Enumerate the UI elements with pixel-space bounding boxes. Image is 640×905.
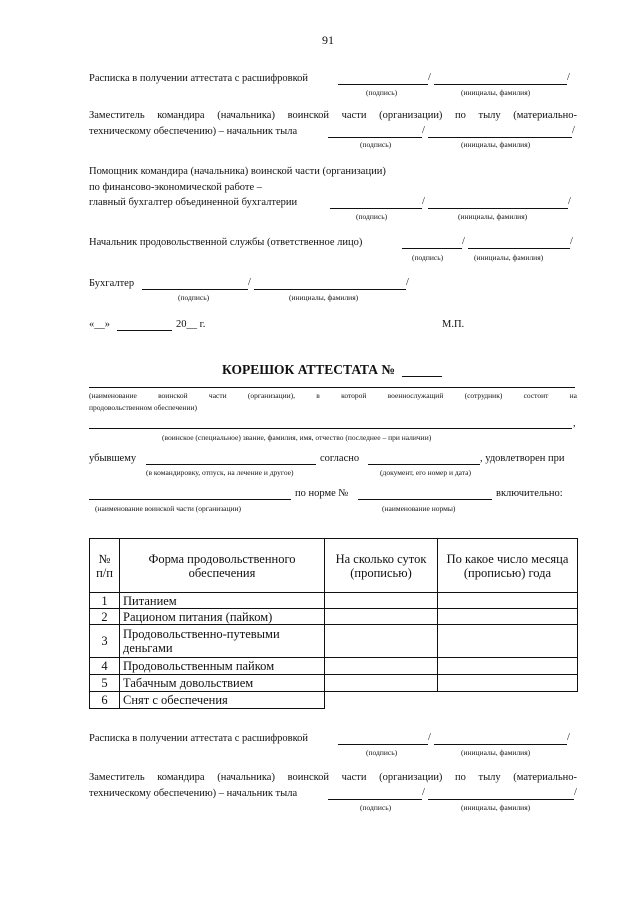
- name-field[interactable]: [428, 799, 574, 800]
- days-cell[interactable]: [325, 675, 438, 692]
- signature-field[interactable]: [142, 289, 248, 290]
- name-field[interactable]: [428, 208, 568, 209]
- stub-number-field[interactable]: [402, 376, 442, 377]
- row-number: 6: [90, 692, 120, 709]
- slash: /: [567, 732, 570, 743]
- slash: /: [567, 72, 570, 83]
- row-number: 2: [90, 609, 120, 625]
- slash: /: [428, 732, 431, 743]
- signature-caption: (подпись): [412, 253, 444, 262]
- assistant-line2: по финансово-экономической работе –: [89, 182, 263, 193]
- stub-title: КОРЕШОК АТТЕСТАТА №: [222, 362, 395, 377]
- date-month-field[interactable]: [117, 330, 172, 331]
- document-field[interactable]: [368, 464, 480, 465]
- by-norm-text: по норме №: [295, 488, 349, 499]
- name-caption: (инициалы, фамилия): [461, 140, 531, 149]
- header-number: № п/п: [90, 539, 120, 593]
- norm-unit-field[interactable]: [89, 499, 291, 500]
- slash: /: [574, 787, 577, 798]
- signature-caption: (подпись): [366, 88, 398, 97]
- signature-caption: (подпись): [356, 212, 388, 221]
- row-form: Продовольственным пайком: [120, 658, 325, 675]
- slash: /: [248, 277, 251, 288]
- signature-field[interactable]: [338, 84, 428, 85]
- receipt-text: Расписка в получении аттестата с расшифровкой: [89, 733, 309, 744]
- row-form: Питанием: [120, 593, 325, 609]
- slash: /: [422, 196, 425, 207]
- name-field[interactable]: [434, 744, 567, 745]
- according-word: согласно: [320, 453, 360, 464]
- slash: /: [428, 72, 431, 83]
- deputy-text-line1: Заместитель командира (начальника) воинской части (организации) по тылу (материально-: [89, 110, 577, 121]
- norm-name-field[interactable]: [358, 499, 492, 500]
- days-cell[interactable]: [325, 658, 438, 675]
- norm-unit-caption: (наименование воинской части (организации): [95, 504, 242, 513]
- days-cell[interactable]: [325, 625, 438, 658]
- page-number: 91: [322, 33, 334, 47]
- row-number: 1: [90, 593, 120, 609]
- food-chief-text: Начальник продовольственной службы (ответственное лицо): [89, 237, 363, 248]
- name-caption: (инициалы, фамилия): [461, 748, 531, 757]
- unit-caption-line1: (наименование воинской части (организации), в которой военнослужащий (сотрудник) состоит на: [89, 391, 577, 400]
- signature-caption: (подпись): [178, 293, 210, 302]
- slash: /: [406, 277, 409, 288]
- slash: /: [570, 236, 573, 247]
- deputy-text-line2: техническому обеспечению) – начальник тыла: [89, 788, 298, 799]
- assistant-line1: Помощник командира (начальника) воинской части (организации): [89, 166, 386, 177]
- days-cell[interactable]: [325, 593, 438, 609]
- date-cell[interactable]: [438, 658, 578, 675]
- name-field[interactable]: [468, 248, 570, 249]
- assistant-line3: главный бухгалтер объединенной бухгалтерии: [89, 197, 298, 208]
- table-row: [90, 625, 578, 658]
- signature-field[interactable]: [328, 137, 422, 138]
- slash: /: [568, 196, 571, 207]
- table-row: [90, 609, 578, 625]
- row-number: 5: [90, 675, 120, 692]
- name-caption: (инициалы, фамилия): [458, 212, 528, 221]
- person-field[interactable]: [89, 428, 572, 429]
- table-row: [90, 692, 578, 709]
- date-cell[interactable]: [438, 593, 578, 609]
- table-header-row: [90, 539, 578, 593]
- header-until-date: По какое число месяца (прописью) года: [438, 539, 578, 593]
- signature-caption: (подпись): [360, 140, 392, 149]
- stamp-place: М.П.: [442, 319, 465, 330]
- header-days: На сколько суток (прописью): [325, 539, 438, 593]
- row-number: 4: [90, 658, 120, 675]
- departed-word: убывшему: [89, 453, 137, 464]
- slash: /: [572, 125, 575, 136]
- date-cell[interactable]: [438, 675, 578, 692]
- trip-caption: (в командировку, отпуск, на лечение и другое): [146, 468, 294, 477]
- name-field[interactable]: [428, 137, 572, 138]
- signature-field[interactable]: [338, 744, 428, 745]
- provision-table: [89, 538, 578, 709]
- name-caption: (инициалы, фамилия): [461, 803, 531, 812]
- inclusive-text: включительно:: [496, 488, 563, 499]
- norm-name-caption: (наименование нормы): [382, 504, 456, 513]
- deputy-text-line1: Заместитель командира (начальника) воинской части (организации) по тылу (материально-: [89, 772, 577, 783]
- date-day: «__»: [89, 319, 110, 330]
- slash: /: [422, 787, 425, 798]
- date-cell[interactable]: [438, 625, 578, 658]
- table-row: [90, 675, 578, 692]
- accountant-text: Бухгалтер: [89, 278, 135, 289]
- name-caption: (инициалы, фамилия): [289, 293, 359, 302]
- signature-field[interactable]: [328, 799, 422, 800]
- slash: /: [462, 236, 465, 247]
- row-form: Рационом питания (пайком): [120, 609, 325, 625]
- row-form: Продовольственно-путевыми деньгами: [120, 625, 325, 658]
- name-field[interactable]: [434, 84, 567, 85]
- satisfied-text: , удовлетворен при: [480, 453, 565, 464]
- days-cell[interactable]: [325, 609, 438, 625]
- name-caption: (инициалы, фамилия): [474, 253, 544, 262]
- name-field[interactable]: [254, 289, 406, 290]
- departure-reason-field[interactable]: [146, 464, 316, 465]
- name-caption: (инициалы, фамилия): [461, 88, 531, 97]
- signature-caption: (подпись): [366, 748, 398, 757]
- row-number: 3: [90, 625, 120, 658]
- row-form: Табачным довольствием: [120, 675, 325, 692]
- signature-field[interactable]: [330, 208, 422, 209]
- person-caption: (воинское (специальное) звание, фамилия, имя, отчество (последнее – при наличии): [162, 433, 432, 442]
- unit-caption-line2: продовольственном обеспечении): [89, 403, 197, 412]
- header-form: Форма продовольственного обеспечения: [120, 539, 325, 593]
- table-row: [90, 593, 578, 609]
- unit-field[interactable]: [89, 387, 575, 388]
- table-row: [90, 658, 578, 675]
- document-caption: (документ, его номер и дата): [380, 468, 472, 477]
- comma: ,: [573, 418, 576, 429]
- signature-caption: (подпись): [360, 803, 392, 812]
- slash: /: [422, 125, 425, 136]
- date-cell[interactable]: [438, 609, 578, 625]
- days-cell: [325, 692, 438, 709]
- date-year: 20__ г.: [176, 319, 206, 330]
- row-form: Снят с обеспечения: [120, 692, 325, 709]
- receipt-text: Расписка в получении аттестата с расшифровкой: [89, 73, 309, 84]
- deputy-text-line2: техническому обеспечению) – начальник тыла: [89, 126, 298, 137]
- signature-field[interactable]: [402, 248, 462, 249]
- date-cell: [438, 692, 578, 709]
